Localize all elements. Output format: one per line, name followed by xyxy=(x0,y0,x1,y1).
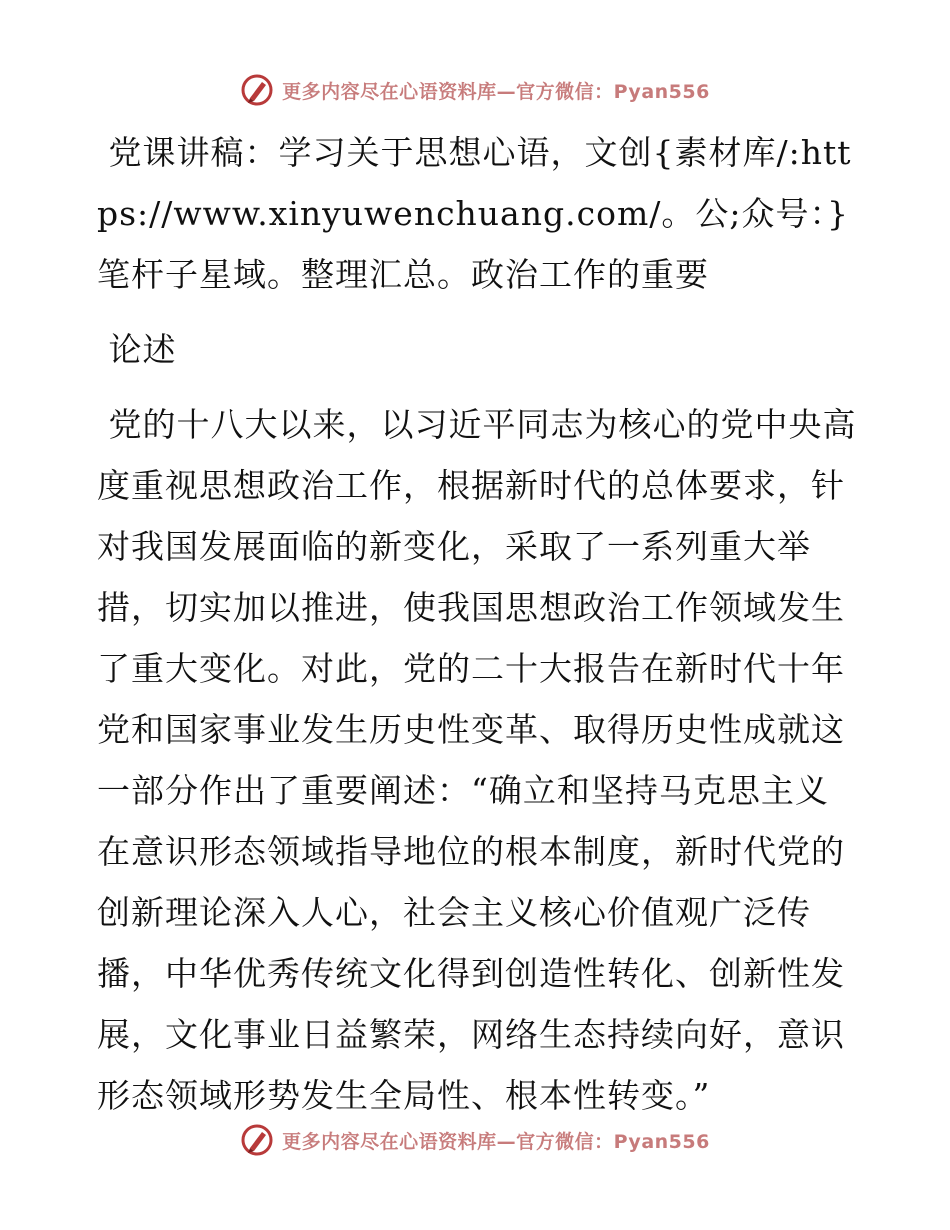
document-subtitle: 论述 xyxy=(97,330,177,369)
footer-watermark xyxy=(0,1120,950,1160)
watermark-text: 更多内容尽在心语资料库—官方微信：Pyan556 xyxy=(282,1130,710,1153)
header-watermark xyxy=(0,70,950,110)
watermark-text: 更多内容尽在心语资料库—官方微信：Pyan556 xyxy=(282,80,710,103)
pen-logo-icon xyxy=(240,73,274,107)
pen-logo-icon xyxy=(240,1123,274,1157)
document-body xyxy=(97,122,857,1126)
body-paragraph: 党的十八大以来，以习近平同志为核心的党中央高度重视思想政治工作，根据新时代的总体要求，针对我国发展面临的新变化，采取了一系列重大举措，切实加以推进，使我国思想政治工作领域发生了重大变化。对此，党的二十大报告在新时代十年党和国家事业发生历史性变革、取得历史性成就这一部分作出了重要阐述：“确立和坚持马克思主义在意识形态领域指导地位的根本制度，新时代党的创新理论深入人心，社会主义核心价值观广泛传播，中华优秀传统文化得到创造性转化、创新性发展，文化事业日益繁荣，网络生态持续向好，意识形态领域形势发生全局性、根本性转变。” xyxy=(97,405,857,1115)
document-title: 党课讲稿：学习关于思想心语，文创{素材库/:https://www.xinyuwenchuang.com/。公;众号：}笔杆子星域。整理汇总。政治工作的重要 xyxy=(97,133,852,294)
